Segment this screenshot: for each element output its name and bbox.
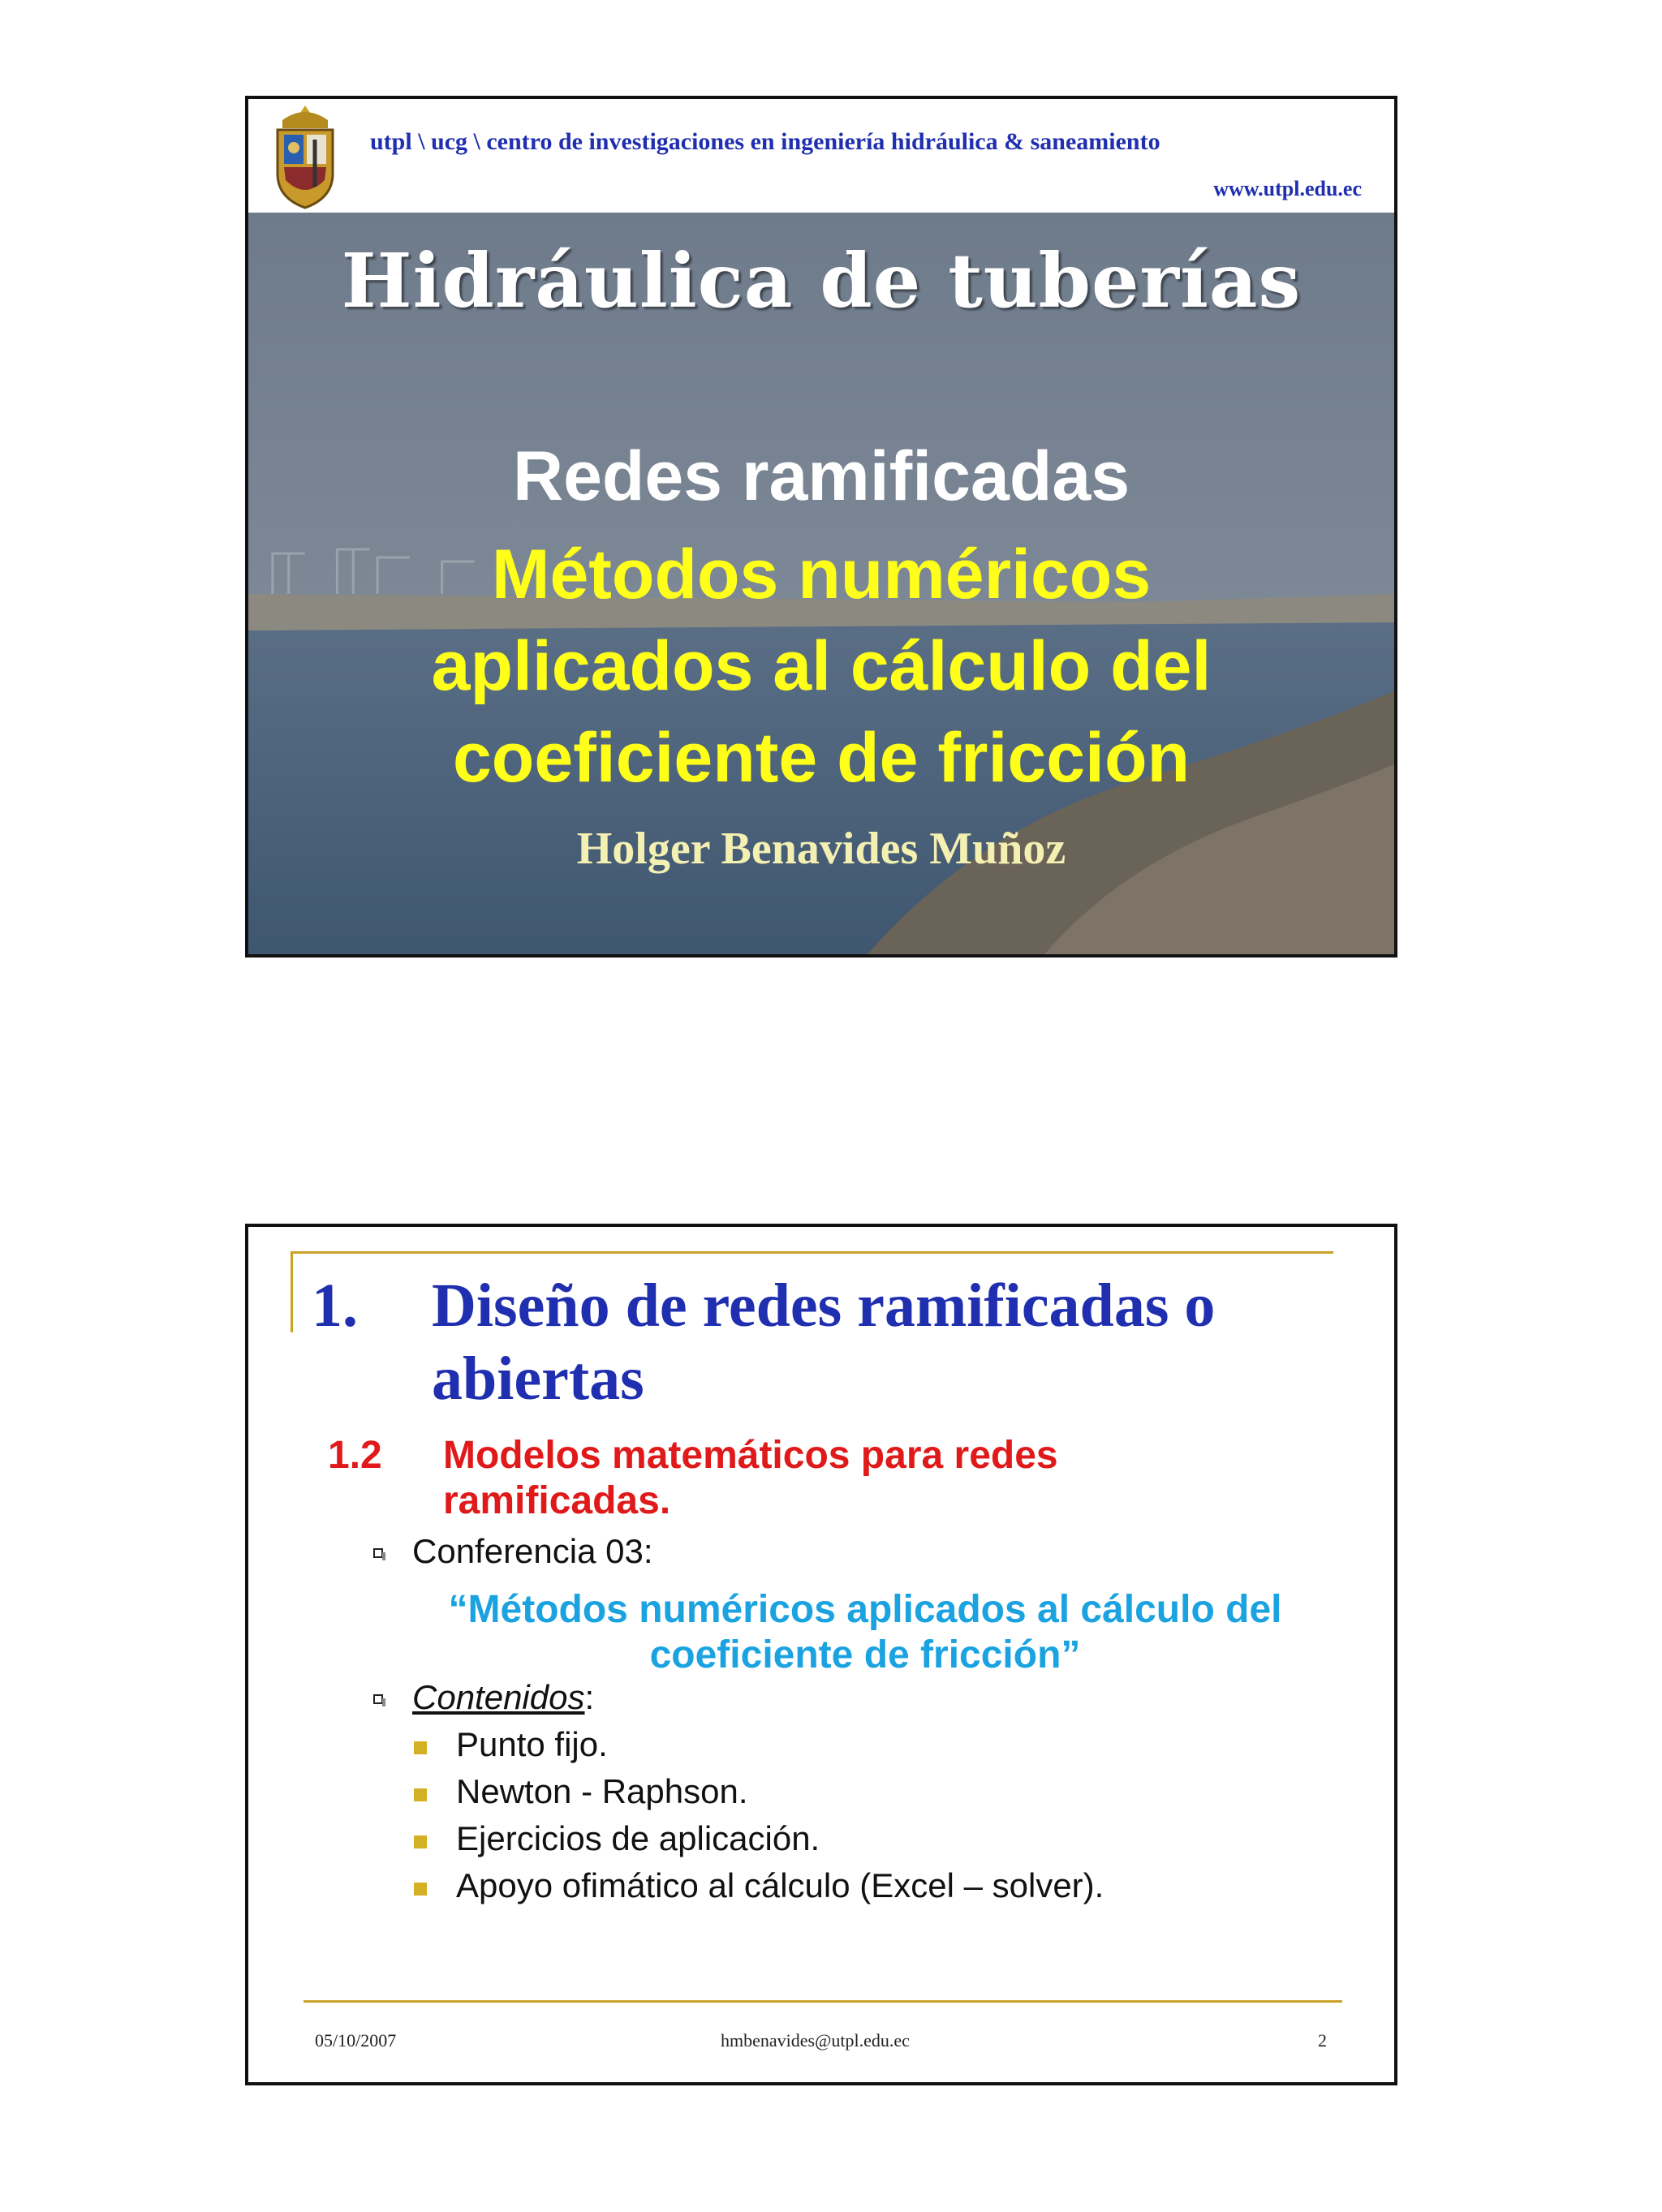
contents-heading [412,1678,594,1717]
left-rule [291,1251,293,1332]
section-number: 1.2 [328,1434,382,1477]
contents-item: Apoyo ofimático al cálculo (Excel – solver). [456,1866,1104,1904]
slide-header [248,99,1394,213]
contents-item: Newton - Raphson. [456,1772,748,1810]
gold-square-bullet-icon [414,1741,427,1754]
lecture-topic-line: aplicados al cálculo del [431,627,1212,705]
quote-line: coeficiente de fricción” [649,1633,1081,1676]
gold-square-bullet-icon [414,1788,427,1801]
gold-square-bullet-icon [414,1883,427,1896]
footer-rule [304,2000,1342,2003]
contents-label: Contenidos [412,1678,585,1716]
footer-page-number: 2 [1318,2030,1327,2051]
content-slide [245,1224,1397,2085]
presentation-title: Hidráulica de tuberías [341,237,1302,325]
contents-item: Punto fijo. [456,1725,608,1763]
quote-line: “Métodos numéricos aplicados al cálculo del [448,1588,1282,1631]
title-slide [245,96,1397,958]
contents-item: Ejercicios de aplicación. [456,1819,820,1857]
heading-number: 1. [312,1272,358,1340]
author-name: Holger Benavides Muñoz [576,824,1066,874]
footer-date: 05/10/2007 [315,2030,397,2051]
conference-label: Conferencia 03: [412,1532,653,1570]
lecture-topic-line: coeficiente de fricción [452,719,1191,797]
square-bullet-icon [373,1694,383,1704]
section-text: Modelos matemáticos para redes ramificadas. [443,1434,1058,1522]
square-bullet-icon [373,1548,383,1558]
gold-square-bullet-icon [414,1835,427,1848]
website-url: www.utpl.edu.ec [1213,177,1362,200]
institution-line: utpl \ ucg \ centro de investigaciones en ingeniería hidráulica & saneamiento [370,128,1160,155]
top-rule [291,1251,1333,1254]
contents-colon: : [584,1678,595,1716]
conference-title-quote [411,1587,1320,1678]
heading-text: Diseño de redes ramificadas o abiertas [432,1272,1216,1413]
lecture-topic-line: Métodos numéricos [491,536,1152,613]
presentation-subtitle: Redes ramificadas [512,437,1130,515]
footer-email: hmbenavides@utpl.edu.ec [721,2030,910,2051]
university-crest-logo [266,99,344,213]
lecture-topic [248,529,1394,804]
